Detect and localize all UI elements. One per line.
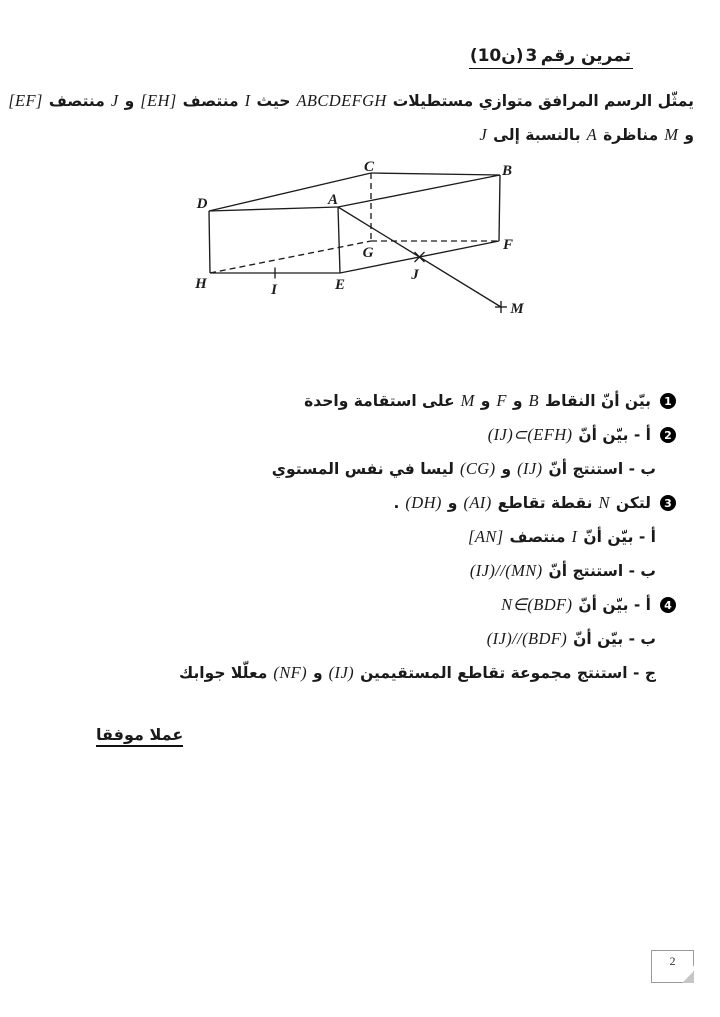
closing-remark: عملا موفقا bbox=[96, 725, 183, 747]
math-segment: 3 bbox=[525, 46, 538, 66]
vertex-label-B: B bbox=[501, 163, 513, 179]
arabic-text-segment: أ - بيّن أنّ bbox=[578, 596, 651, 614]
question-line bbox=[177, 520, 676, 554]
page-fold-icon bbox=[682, 971, 694, 983]
arabic-text-segment: ليسا في نفس المستوي bbox=[271, 460, 454, 478]
question-number-bullet: 3 bbox=[660, 495, 676, 511]
edge-AB bbox=[338, 175, 500, 207]
arabic-text-segment: أ - بيّن أنّ bbox=[578, 426, 651, 444]
question-number-bullet: 4 bbox=[660, 597, 676, 613]
math-segment: (NF) bbox=[273, 663, 308, 682]
arabic-text-segment: بالنسبة إلى bbox=[493, 126, 581, 144]
edge-HG bbox=[210, 241, 371, 273]
question-line bbox=[177, 622, 676, 656]
question-line bbox=[177, 452, 676, 486]
math-segment: N∈(BDF) bbox=[501, 595, 573, 614]
math-segment: B bbox=[528, 391, 540, 410]
page-fold-cut bbox=[691, 965, 694, 971]
edge-DH bbox=[209, 211, 210, 273]
math-segment: (IJ)//(MN) bbox=[469, 561, 543, 580]
arabic-text-segment: نقطة تقاطع bbox=[497, 494, 593, 512]
arabic-text-segment: ب - استنتج أنّ bbox=[548, 562, 656, 580]
arabic-text-segment: تمرين رقم bbox=[540, 46, 631, 66]
math-segment: (IJ)⊂(EFH) bbox=[487, 425, 573, 444]
math-segment: (CG) bbox=[459, 459, 496, 478]
arabic-text-segment: منتصف bbox=[509, 528, 566, 546]
question-number-bullet: 1 bbox=[660, 393, 676, 409]
math-segment: (IJ) bbox=[517, 459, 543, 478]
questions-list bbox=[177, 384, 676, 690]
vertex-label-J: J bbox=[411, 267, 419, 283]
question-line bbox=[177, 656, 676, 690]
arabic-text-segment: أ - بيّن أنّ bbox=[583, 528, 656, 546]
arabic-text-segment: لتكن bbox=[615, 494, 651, 512]
arabic-text-segment: ب - بيّن أنّ bbox=[573, 630, 656, 648]
math-segment: M bbox=[460, 391, 475, 410]
arabic-text-segment: و bbox=[313, 664, 323, 682]
edge-CB bbox=[371, 173, 500, 175]
page-number-icon bbox=[651, 950, 694, 983]
math-segment: (10ن) bbox=[469, 46, 524, 66]
arabic-text-segment: و bbox=[124, 92, 135, 110]
question-line bbox=[177, 418, 676, 452]
question-number-bullet: 2 bbox=[660, 427, 676, 443]
math-segment: [EF] bbox=[8, 91, 43, 110]
arabic-text-segment: و bbox=[447, 494, 458, 512]
arabic-text-segment: و bbox=[512, 392, 523, 410]
vertex-label-C: C bbox=[363, 159, 375, 175]
math-segment: I bbox=[244, 91, 251, 110]
page-number: 2 bbox=[669, 954, 676, 968]
math-segment: [AN] bbox=[468, 527, 504, 546]
parallelepiped-figure bbox=[180, 150, 545, 330]
vertex-label-D: D bbox=[196, 196, 208, 212]
math-segment: M bbox=[664, 125, 679, 144]
edge-BF bbox=[499, 175, 500, 241]
arabic-text-segment: و bbox=[480, 392, 491, 410]
exercise-title bbox=[469, 46, 633, 69]
math-segment: F bbox=[496, 391, 507, 410]
edge-AE bbox=[338, 207, 340, 273]
math-segment: J bbox=[110, 91, 119, 110]
question-line bbox=[177, 486, 676, 520]
question-line bbox=[177, 384, 676, 418]
arabic-text-segment: مناظرة bbox=[603, 126, 659, 144]
math-segment: (DH) bbox=[405, 493, 442, 512]
arabic-text-segment: يمثّل الرسم المرافق متوازي مستطيلات bbox=[392, 92, 694, 110]
arabic-text-segment: . bbox=[393, 494, 400, 512]
math-segment: (AI) bbox=[463, 493, 492, 512]
vertex-label-F: F bbox=[502, 237, 514, 253]
question-line bbox=[177, 554, 676, 588]
arabic-text-segment: و bbox=[501, 460, 512, 478]
math-segment: (IJ) bbox=[328, 663, 355, 682]
intro-line bbox=[4, 118, 696, 152]
vertex-label-G: G bbox=[362, 245, 374, 261]
arabic-text-segment: و bbox=[684, 126, 694, 144]
intro-paragraph bbox=[4, 84, 696, 152]
vertex-label-M: M bbox=[510, 301, 524, 317]
arabic-text-segment: ج - استنتج مجموعة تقاطع المستقيمين bbox=[360, 664, 656, 682]
math-segment: ABCDEFGH bbox=[296, 91, 387, 110]
vertex-label-E: E bbox=[334, 277, 346, 293]
edge-DA bbox=[209, 207, 338, 211]
arabic-text-segment: منتصف bbox=[182, 92, 239, 110]
arabic-text-segment: حيث bbox=[256, 92, 291, 110]
intro-line bbox=[4, 84, 696, 118]
math-segment: [EH] bbox=[140, 91, 177, 110]
arabic-text-segment: على استقامة واحدة bbox=[304, 392, 455, 410]
vertex-label-A: A bbox=[327, 192, 339, 208]
arabic-text-segment: معلّلا جوابك bbox=[179, 664, 268, 682]
arabic-text-segment: بيّن أنّ النقاط bbox=[545, 392, 651, 410]
math-segment: A bbox=[586, 125, 598, 144]
arabic-text-segment: ب - استنتج أنّ bbox=[548, 460, 656, 478]
math-segment: J bbox=[479, 125, 488, 144]
math-segment: N bbox=[598, 493, 610, 512]
arabic-text-segment: منتصف bbox=[48, 92, 105, 110]
question-line bbox=[177, 588, 676, 622]
math-segment: (IJ)//(BDF) bbox=[486, 629, 568, 648]
vertex-label-I: I bbox=[271, 282, 277, 298]
math-segment: I bbox=[571, 527, 578, 546]
vertex-label-H: H bbox=[195, 276, 207, 292]
